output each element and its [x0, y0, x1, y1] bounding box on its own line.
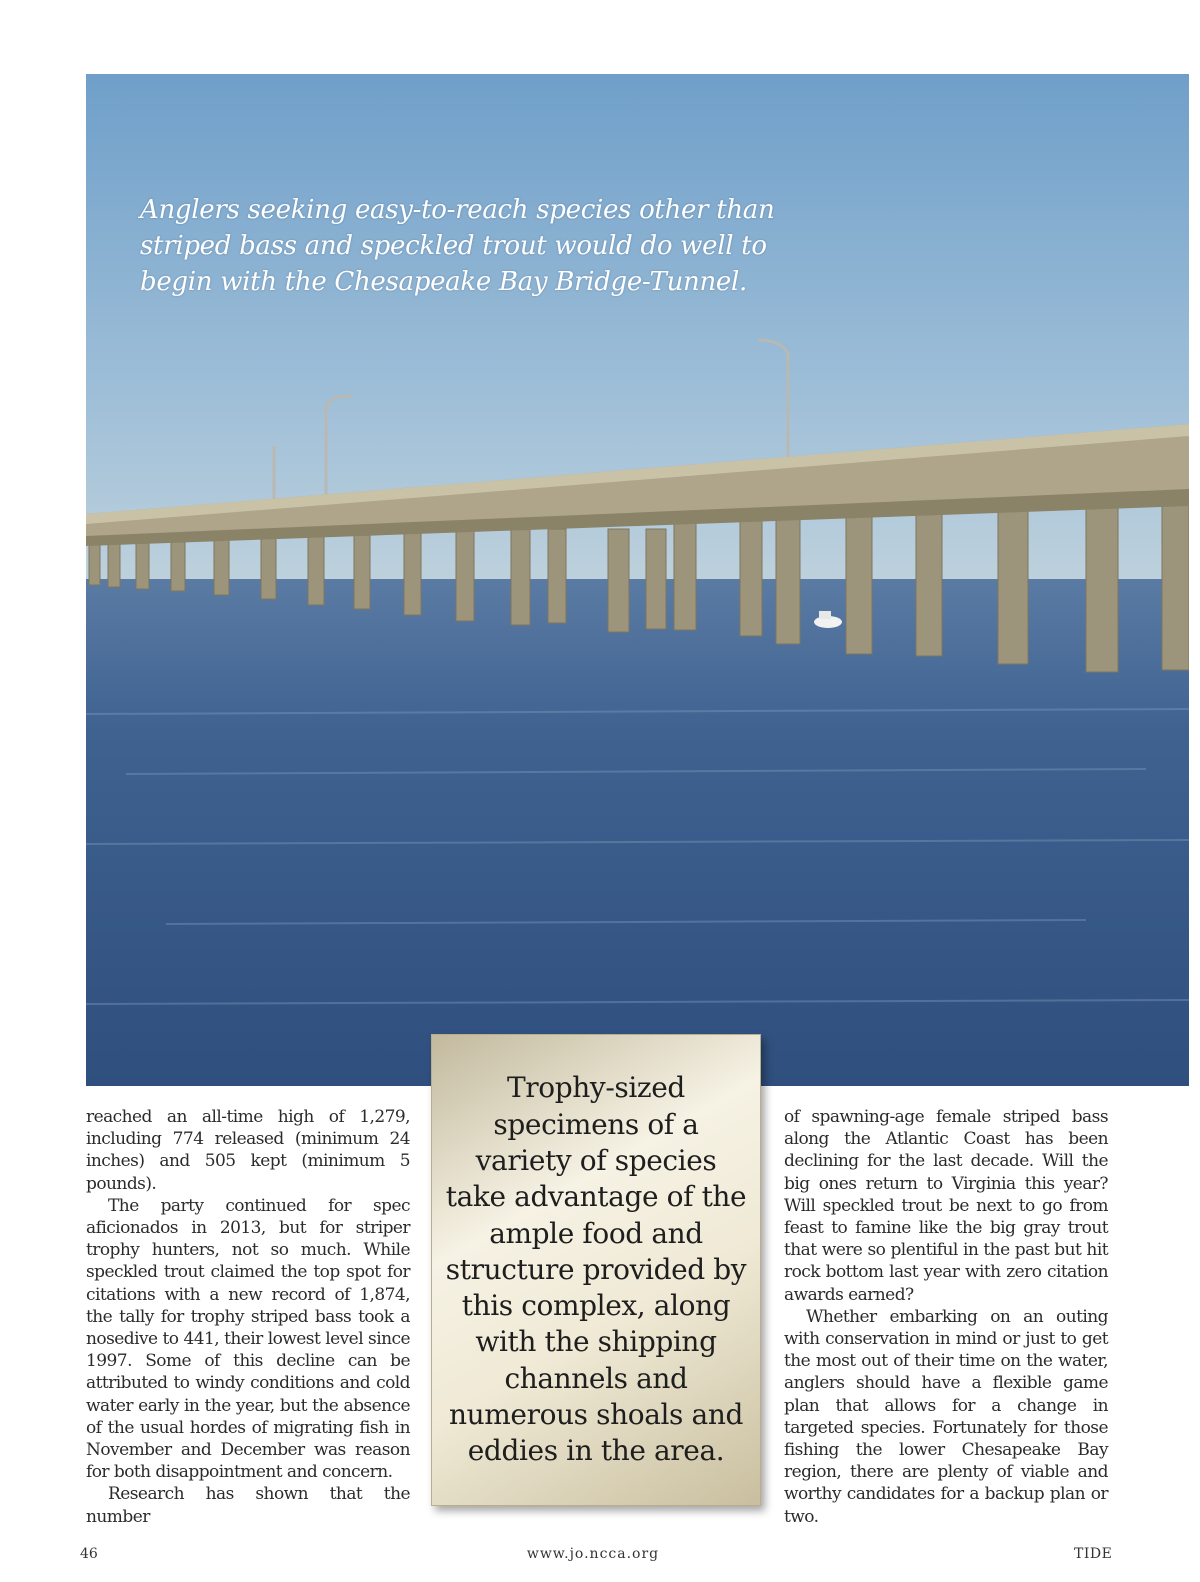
paragraph: The party continued for spec aficionados in 2013, but for striper trophy hunters, not so much. While speckled trout claimed the top spot for citations with a new record of 1,874, the tally for trophy striped bass took a nosedive to 441, their lowest level since 1997. Some of this decline can be attributed to windy conditions and cold water early in the year, but the absence of the usual hordes of migrating fish in November and December was reason for both disappointment and concern. [86, 1195, 410, 1483]
photo-caption: Anglers seeking easy-to-reach species other than striped bass and speckled trout would do well to begin with the Chesapeake Bay Bridge-Tunnel. [140, 195, 775, 297]
pull-quote [431, 1034, 761, 1506]
magazine-name: TIDE [1074, 1546, 1113, 1562]
page-number: 46 [80, 1546, 98, 1562]
pull-quote-text: Trophy-sized specimens of a variety of species take advantage of the ample food and structure provided by this complex, along with the shipping channels and numerous shoals and eddies in the area. [445, 1071, 747, 1468]
footer-url: www.jo.ncca.org [526, 1546, 660, 1562]
paragraph: of spawning-age female striped bass along the Atlantic Coast has been declining for the last decade. Will the big ones return to Virginia this year? Will speckled trout be next to go from feast to famine like the big gray trout that were so plentiful in the past but hit rock bottom last year with zero citation awards earned? [784, 1107, 1108, 1305]
article-column-left [86, 1106, 410, 1528]
paragraph: Research has shown that the number [86, 1484, 410, 1527]
paragraph: reached an all-time high of 1,279, including 774 released (minimum 24 inches) and 505 kept (minimum 5 pounds). [86, 1107, 410, 1194]
paragraph: Whether embarking on an outing with conservation in mind or just to get the most out of their time on the water, anglers should have a flexible game plan that allows for a change in targeted species. Fortunately for those fishing the lower Chesapeake Bay region, there are plenty of viable and worthy candidates for a backup plan or two. [784, 1306, 1108, 1527]
article-column-right [784, 1106, 1108, 1528]
